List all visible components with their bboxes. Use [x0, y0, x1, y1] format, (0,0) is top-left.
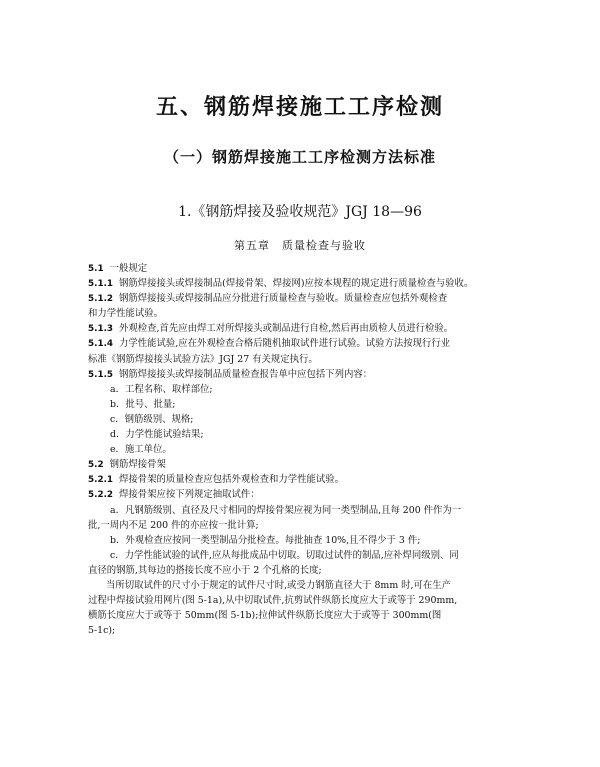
text-line	[88, 487, 518, 502]
text-line	[88, 563, 518, 578]
clause-number: 5.2	[88, 460, 104, 471]
clause-text: 焊接骨架的质量检查应包括外观检查和力学性能试验。	[119, 474, 345, 486]
clause-text: a．工程名称、取样部位;	[110, 383, 213, 395]
clause-text: 批,一周内不足 200 件的亦应按一批计算;	[88, 519, 259, 531]
text-line	[88, 427, 518, 442]
section-title: 五、钢筋焊接施工工序检测	[155, 94, 444, 120]
clause-text: 横筋长度应大于或等于 50mm(图 5-1b);拉伸试件纵筋长度应大于或等于 300mm(图	[88, 610, 442, 622]
clause-text: 标准《钢筋焊接接头试验方法》JGJ 27 有关规定执行。	[88, 353, 318, 365]
clause-text: 焊接骨架应按下列规定抽取试件：	[119, 489, 260, 501]
text-line	[88, 412, 518, 427]
clause-text: 钢筋焊接接头或焊接制品质量检查报告单中应包括下列内容：	[119, 368, 373, 380]
clause-number: 5.1.1	[88, 279, 114, 290]
clause-number: 5.1	[88, 264, 104, 274]
text-line	[88, 442, 518, 457]
text-line	[88, 291, 518, 306]
text-line	[88, 306, 518, 321]
text-line	[88, 472, 518, 487]
clause-text: 钢筋焊接接头或焊接制品(焊接骨架、焊接网)应按本规程的规定进行质量检查与验收。	[119, 278, 474, 290]
text-line	[88, 336, 518, 351]
clause-text: 直径的钢筋,其每边的搭接长度不应小于 2 个孔格的长度;	[88, 564, 322, 576]
text-line	[88, 276, 518, 291]
text-line	[88, 397, 518, 412]
text-line	[88, 608, 518, 623]
clause-number: 5.2.2	[88, 490, 114, 501]
text-line	[88, 367, 518, 382]
clause-text: 当所切取试件的尺寸小于规定的试件尺寸时,或受力钢筋直径大于 8mm 时,可在生产	[106, 579, 452, 591]
chapter-heading: 第五章 质量检查与验收	[234, 239, 366, 252]
clause-text: 和力学性能试验。	[88, 308, 164, 320]
text-line	[88, 261, 518, 276]
clause-text: d．力学性能试验结果;	[110, 429, 204, 441]
clause-text: 5-1c);	[88, 625, 116, 637]
text-line	[88, 533, 518, 548]
clause-number: 5.1.3	[88, 324, 114, 335]
text-line	[88, 457, 518, 472]
text-line	[88, 352, 518, 367]
clause-text: 钢筋焊接接头或焊接制品应分批进行质量检查与验收。质量检查应包括外观检查	[119, 293, 448, 305]
clause-number: 5.2.1	[88, 475, 114, 486]
text-line	[88, 503, 518, 518]
text-line	[88, 321, 518, 336]
clause-text: c．钢筋级别、规格;	[110, 413, 194, 425]
clause-text: b．外观检查应按同一类型制品分批检查。每批抽查 10%,且不得少于 3 件;	[110, 534, 421, 546]
clause-text: 钢筋焊接骨架	[109, 459, 166, 471]
clause-number: 5.1.5	[88, 369, 114, 380]
text-line	[88, 548, 518, 563]
clause-text: e．施工单位。	[110, 444, 172, 456]
clause-text: 过程中焊接试验用网片(图 5-1a),从中切取试件,抗剪试件纵筋长度应大于或等于 290mm,	[88, 595, 458, 607]
text-line	[88, 593, 518, 608]
clause-number: 5.1.4	[88, 339, 114, 350]
clause-text: a．凡钢筋级别、直径及尺寸相同的焊接骨架应视为同一类型制品,且每 200 件作为一	[110, 504, 462, 516]
clause-number: 5.1.2	[88, 294, 114, 305]
clause-text: 力学性能试验,应在外观检查合格后随机抽取试件进行试验。试验方法按现行行业	[119, 338, 451, 350]
clause-text: b．批号、批量;	[110, 398, 176, 410]
text-line	[88, 518, 518, 533]
text-line	[88, 382, 518, 397]
text-line	[88, 623, 518, 638]
clause-text: 外观检查,首先应由焊工对所焊接头或制品进行自检,然后再由质检人员进行检验。	[119, 323, 454, 335]
clause-text: c．力学性能试验的试件,应从每批成品中切取。切取过试件的制品,应补焊同级别、同	[110, 549, 459, 561]
body-text	[88, 261, 518, 638]
standard-title: 1.《钢筋焊接及验收规范》JGJ 18—96	[178, 204, 422, 220]
clause-text: 一般规定	[109, 263, 148, 274]
subsection-title: （一）钢筋焊接施工工序检测方法标准	[163, 148, 436, 166]
text-line	[88, 578, 518, 593]
